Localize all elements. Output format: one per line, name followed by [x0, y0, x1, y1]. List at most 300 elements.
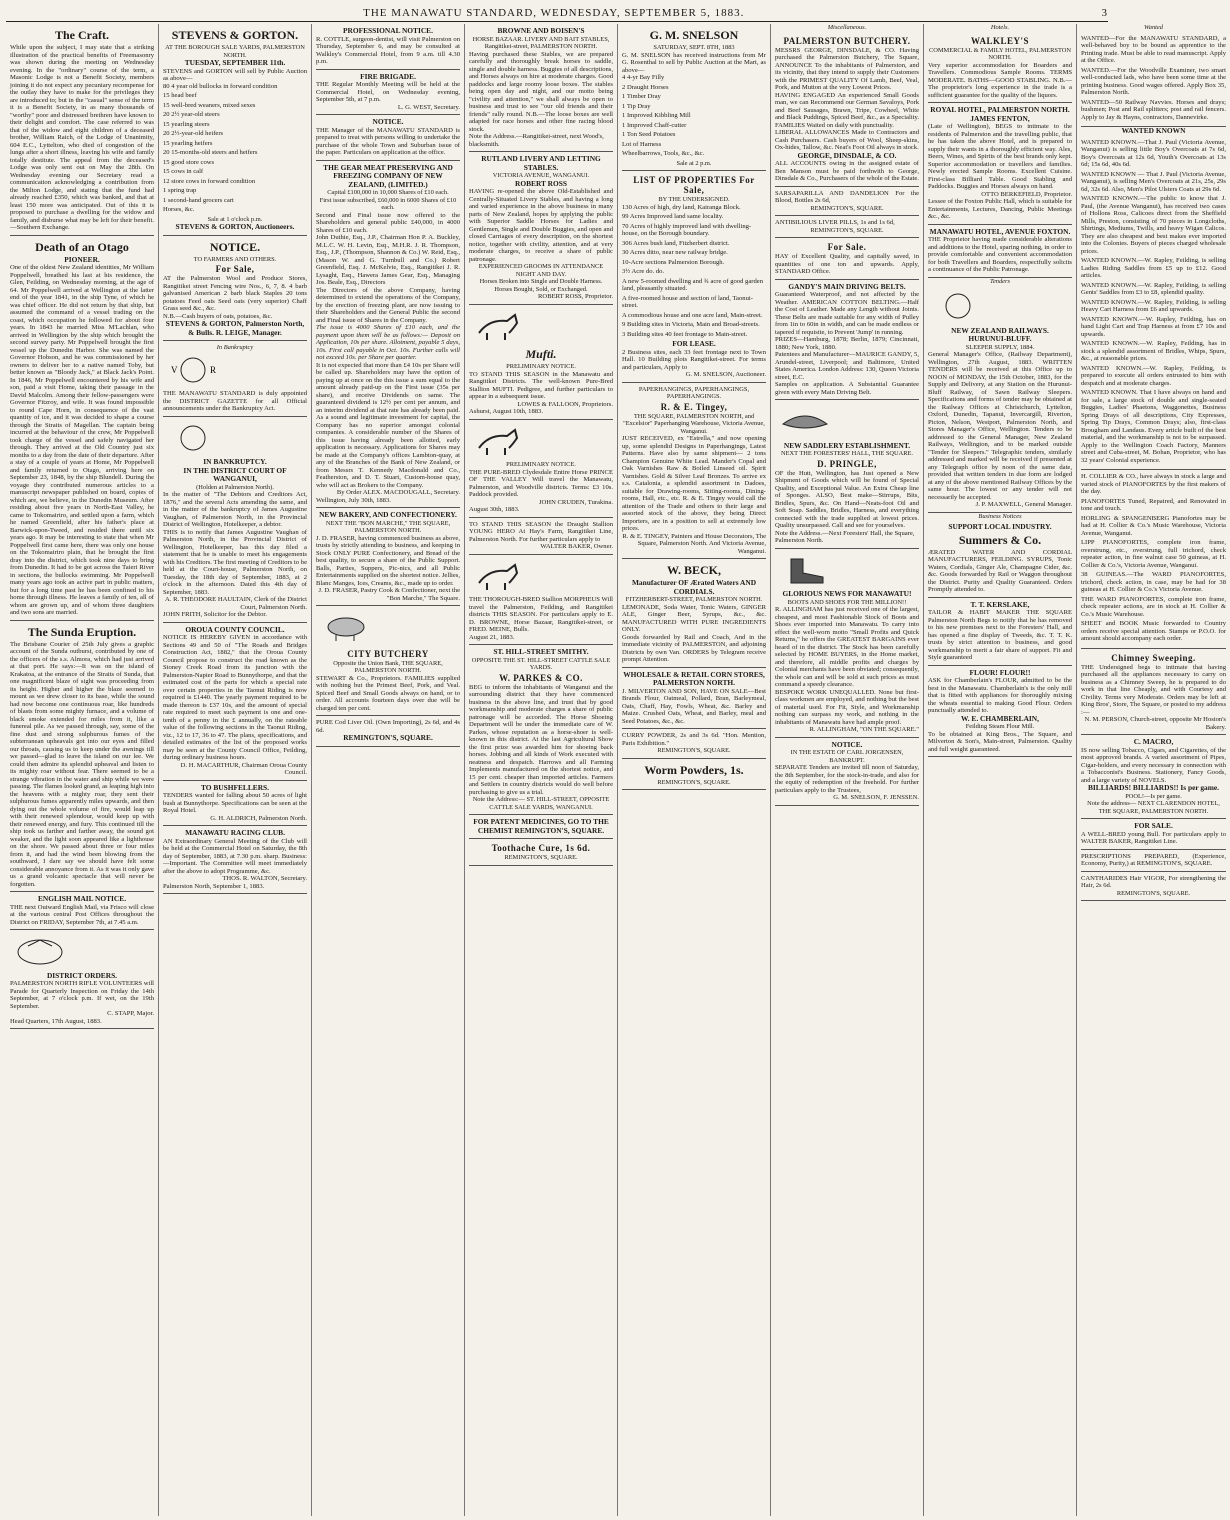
list-item: WANTED KNOWN.—W. Rapley, Feilding, has on hand Light Cart and Trap Harness at from £7 10s and upwards.	[1081, 315, 1226, 338]
list-item: 306 Acres bush land, Fitzherbert district.	[622, 239, 730, 247]
ad-body: TAILOR & HABIT MAKER THE SQUARE Palmerston North Begs to notify that he has removed to his new premises next to the Foresters' Hall, and has opened a fine display of Tweeds, &c. T. T. K. trusts by strict attention to business, and good workmanship to merit a fair share of support. Fit and Style guaranteed	[928, 609, 1072, 661]
ad-jorgensen-estate	[775, 738, 919, 806]
ad-kerslake	[928, 598, 1072, 666]
ad-capital: Capital £100,000 in 10,000 Shares of £10 each.	[327, 189, 449, 196]
ad-body: (Late of Wellington), BEGS to intimate to the residents of Palmerston and the travelling public, that he has taken the above Hotel, and is prepared to supply their wants in a thoroughly efficient way. Ales, Beers, Wines, and Spirits of the best brands only kept. Superior accommodation or travellers and families. Newly erected Sample Rooms. Excellent Cuisine. First-class Billiard Table. Good Stabling and Paddocks. Buggies and Horses always on hand.	[928, 123, 1072, 190]
ad-line: Horses Bought, Sold, or Exchanged.	[494, 285, 588, 293]
ad-signature: THOS. R. WALTON, Secretary.	[222, 875, 307, 882]
ad-title: GANDY'S MAIN DRIVING BELTS.	[788, 281, 906, 291]
ad-beck	[622, 559, 766, 668]
ad-royal-hotel	[928, 103, 1072, 225]
ad-title: Chimney Sweeping.	[1111, 652, 1196, 663]
ad-new-bakery	[316, 508, 460, 606]
list-item: SHEET and BOOK Music forwarded to Country orders receive special attention. Stamps or P.O.O. for amount should accompany each order.	[1081, 620, 1226, 642]
ad-liver-pills	[775, 216, 919, 238]
list-item: WANTED.—For the Woodville Examiner, two smart well-conducted lads, who have been some time at the printing business. Good wages offered. Apply Box 35, Palmerston North.	[1081, 66, 1226, 96]
ad-body: IS now selling Tobacco, Cigars, and Cigarettes, of the most approved brands. A varied assortment of Pipes, Cigar-holders, and every necessary in connection with a Tobacconist's Business. Stationery, Fancy Goods, and a large variety of NOVELS.	[1081, 746, 1226, 784]
ad-body: In the matter of "The Debtors and Creditors Act, 1876," and the several Acts amending the same, and in the matter of the bankruptcy of James Augustine Vaughan, of Palmerston North, in the Provincial District of Wellington, Hotelkeeper, a debtor.	[163, 491, 307, 528]
masthead-title: THE MANAWATU STANDARD, WEDNESDAY, SEPTEMBER 5, 1883.	[363, 6, 745, 19]
ad-body: THE Regular Monthly Meeting will be held at the Commercial Hotel, on Wednesday evening, September 5th, at 7 p.m.	[316, 81, 460, 103]
ad-footer: Wellington, July 30th, 1883.	[316, 496, 391, 504]
ad-body: Guaranteed Waterproof, and not affected by the Weather. AMERICAN COTTON BELTING.—Half the Cost of Leather. Made any Length without Joints. These Belts are made suitable for any width of Pulley from 1in to 60in in width, and can be made endless or tapered if requisite, to Prevent 'Jump' in running.	[775, 291, 919, 336]
ad-date: SATURDAY, SEPT. 8TH, 1883	[653, 44, 735, 51]
ad-address: Feilding Steam Flour Mill.	[965, 723, 1035, 730]
ad-title: NEW SADDLERY ESTABLISHMENT.	[783, 440, 911, 450]
ad-body: 2 Business sites, each 33 feet frontage next to Town Hall. 10 Building plots Rangitikei-street. For terms and particulars, Apply to	[622, 348, 766, 371]
ad-title: WALKLEY'S	[970, 35, 1030, 46]
ad-signature: GEORGE, DINSDALE, & CO.	[797, 150, 897, 160]
ad-curry-powder	[622, 729, 766, 759]
ad-signature: REMINGTON'S, SQUARE.	[810, 226, 884, 234]
ad-title: BROWNE AND BOISEN'S	[497, 26, 585, 35]
ad-signature: W. E. CHAMBERLAIN,	[961, 713, 1039, 723]
ad-subtitle: NEXT THE "BON MARCHE," THE SQUARE, PALMERSTON NORTH.	[325, 519, 451, 534]
list-item: 1 second-hand grocers cart	[163, 196, 234, 204]
list-item: 3 Building sites 40 feet frontage to Main-street.	[622, 330, 748, 338]
ad-young-hero	[469, 518, 613, 555]
section-heading: Wanted	[1144, 24, 1163, 31]
ad-nz-railways	[928, 285, 1072, 513]
ad-sale-time: Sale at 2 p.m.	[676, 159, 712, 167]
ad-patent-medicines	[469, 815, 613, 839]
ad-title: FIRE BRIGADE.	[360, 71, 416, 81]
ad-name: W. PARKES & CO.	[499, 672, 583, 683]
ad-stevens-gorton	[163, 24, 307, 236]
ad-fire-brigade	[316, 70, 460, 116]
article-craft	[10, 24, 154, 236]
ad-signature: ROBERT ROSS, Proprietor.	[538, 293, 613, 300]
ad-racing-club	[163, 826, 307, 894]
ad-cantharides	[1081, 872, 1226, 902]
ad-body: BEG to inform the inhabitants of Wanganui and the surrounding district that they have commenced business in the above line, and trust that by good workmanship and moderate charges a share of public patronage will be accorded. The Horse Shoeing Department will be under the immediate care of W. Parkes, whose reputation as a horse-shoer is well-known in this district. At the last Agricultural Show the first prize was awarded him for shoeing back horses. Jobbing and all kinds of Work executed with neatness and despatch. Harrows and all Farming Implements manufactured on the shortest notice, and 15 per cent. cheaper than imported articles. Farmers and Settlers in country districts would do well before purchasing to give us a trial.	[469, 683, 613, 796]
column-2	[159, 24, 312, 1516]
ad-signature: REMINGTON'S, SQUARE.	[810, 204, 884, 212]
ad-subtitle: PRELIMINARY NOTICE.	[506, 461, 576, 468]
ad-body: Having purchased these Stables, we are prepared carefully and thoroughly break horses to saddle, single and double harness. Buggies of all descriptions, and Horses always on hire at moderate charges. Good paddocks and large roomy loose boxes. The stables being open day and night, and our motto being "civility and attention," we shall always be open to business and trust to see "our old friends and their friends" rally round. N.B.—The loose boxes are well adapted for race horses and other fine racing blood stock.	[469, 50, 613, 133]
ad-title: GLORIOUS NEWS FOR MANAWATU!	[782, 589, 912, 598]
ad-body: ANTIBILIOUS LIVER PILLS, 1s and 1s 6d,	[775, 219, 895, 226]
ad-body: ÆRATED WATER AND CORDIAL MANUFACTURERS, FEILDING. SYRUPS, Tonic Waters, Cordials, Ginger Ale, Champagne Cider, &c. &c. Goods forwarded by Rail or Waggon throughout the District. Purity and Quality Guaranteed. Orders Promptly attended to.	[928, 548, 1072, 593]
ad-body: MESSRS GEORGE, DINSDALE, & CO. Having purchased the Palmerston Butchery, The Square, ANNOUNCE To the inhabitants of Palmerston, and its vicinity, that they intend to supply their Customers with the PRIMEST QUALITY Of Lamb, Beef, Veal, Pork, and Mutton at the very Lowest Prices.	[775, 46, 919, 91]
ad-title: FLOUR! FLOUR!!	[969, 667, 1031, 677]
ad-prince-of-valley	[469, 420, 613, 518]
list-item: 15 cows in calf	[163, 168, 204, 175]
ad-subtitle: OPPOSITE THE ST. HILL-STREET CATTLE SALE YARDS.	[471, 656, 611, 671]
article-title: Death of an Otago	[35, 239, 129, 254]
list-item: 15 head beef	[163, 92, 197, 99]
page-number: 3	[1101, 6, 1108, 19]
list-item: THE WARD PIANOFORTES, complete iron frame, check repeater actions, are in stock at H. Collier & Co.'s Music Warehouse.	[1081, 595, 1226, 618]
ad-signature: D. H. MACARTHUR, Chairman Oroua County Council.	[180, 761, 307, 776]
ad-title: THE GEAR MEAT PRESERVING AND FREEZING COMPANY OF NEW ZEALAND, (LIMITED.)	[323, 162, 453, 189]
ad-footer: Palmerston North, September 1, 1883.	[163, 882, 265, 890]
section-heading: Tenders	[989, 277, 1010, 285]
list-item: 9 Building sites in Victoria, Main and Broad-streets.	[622, 321, 760, 328]
column-8	[1077, 24, 1230, 1516]
ad-boots-shoes	[775, 549, 919, 738]
ad-subtitle: NEXT THE FORESTERS' HALL, THE SQUARE.	[781, 450, 913, 457]
column-3	[312, 24, 465, 1516]
ad-note: Note the Address.—Next Foresters' Hall, the Square, Palmerston North.	[775, 529, 915, 544]
ad-body: OF the Hutt, Wellington, has Just opened a New Shipment of Goods which will be found of Special Quality, and Exceptional Value. An Extra Cheap line of Sponges. ALSO, Best make—Stirrups, Bits, Bridles, Spurs, &c. On Hand—Neats-foot Oil and Soft Soap. Saddles, Bridles, Harness, and everything connected with the trade supplied at lowest prices. Quality unsurpassed. Call and see for yourselves.	[775, 469, 919, 529]
article-body: The Brisbane Courier of 25th July gives a graphic account of the Sunda outburst, contributed by one of the officers of the s.s. Almora, which had just arrived at that port. He says:—It was on the island of Krakatoa, at the entrance of the Straits of Sunda, that one magnificent blaze of sight was proceeding from its height. Higher and higher the blaze seemed to mount as we drew closer to its base, while the sound had now become one continuous roar, like hundreds of blasts from some mighty furnace, and a volume of black smoke extended for miles from it, like a funereal pile. As we passed through, say, some of the fine dust and strong sulphurous fumes of the subterranean upheavals got into our eyes and filled our throats, causing us to keep under the awnings till we passed—glad to leave the island on our lee. We could then admire its splendid upheaval and listen to its mighty roar without fear. There seemed to be a strange vibration in the water and ship while we were passing. The flames looked grand, as leaping high into the heavens with a mighty roar, they sent their sulphurous fumes apparently miles upwards, and then dying out the whole volume of fire, would leap up with their renewed splendour, would keep up with their renewed energy, and fury. This continued till the ship took us farther and farther away, the sound got weaker, and the light soon appeared like a lighthouse on the shore. We passed about three or four miles from it, and had the wind been blowing from the southward, I dare say we should have felt some considerable annoyance from it. As it was it only gave us a grand volcanic spectacle that will never be forgotten.	[10, 640, 154, 888]
ad-cod-liver-oil	[316, 716, 460, 747]
ad-body: PRESCRIPTIONS PREPARED, (Experience, Economy, Purity,) at REMINGTON'S, SQUARE.	[1081, 852, 1226, 867]
list-item: WANTED KNOWN.—W. Rapley, Feilding, is prepared to execute all orders entrusted to him with despatch and at moderate charges.	[1081, 364, 1226, 387]
ad-district-orders	[10, 930, 154, 1029]
list-item: WANTED KNOWN.—That J. Paul (Victoria Avenue, Wanganui) is selling little Boy's Overcoats at 7s 6d, Boy's Overcoats at 12s 6d, Youth's Overcoats at 13s 6d; 15s 6d, 40s 6d.	[1081, 138, 1226, 168]
ad-first-issue: First issue subscribed, £60,000 in 6000 Shares of £10 each.	[319, 196, 457, 211]
ad-footer: Head Quarters, 17th August, 1883.	[10, 1017, 102, 1025]
ad-body: CURRY POWDER, 2s and 3s 6d. "Hon. Mention, Paris Exhibition."	[622, 732, 766, 747]
ad-signature: OTTO BERKEFIELD, Proprietor.	[981, 190, 1072, 198]
ad-signature: REMINGTON'S, SQUARE.	[657, 747, 731, 754]
ad-title: DISTRICT ORDERS.	[46, 970, 118, 980]
ad-title: NOTICE.	[831, 739, 863, 749]
list-item: LIPP PIANOFORTES, complete iron frame, overstrung, etc., overstrung, full trichord, check repeater action, in fine walnut case 50 guineas, at H. Collier & Co.'s, Victoria Avenue, Wanganui.	[1081, 539, 1226, 569]
column-5	[618, 24, 771, 1516]
ad-subtitle: IN THE ESTATE OF CARL JORGENSEN, BANKRUPT.	[790, 749, 904, 764]
ad-chimney-sweeping	[1081, 649, 1226, 736]
list-item: A five-roomed house and section of land, Taonui-street.	[622, 294, 753, 309]
ad-title: W. BECK,	[667, 563, 721, 577]
ad-subtitle: (Holden at Palmerston North).	[196, 483, 274, 491]
ad-prizes: PRIZES—Hamburg, 1878; Berlin, 1879; Cincinnati, 1880; New York, 1880.	[775, 336, 919, 351]
ad-mail-notice	[10, 892, 154, 930]
ad-title: NEW BAKERY, AND CONFECTIONERY.	[319, 510, 457, 519]
ad-subtitle: COMMERCIAL & FAMILY HOTEL, PALMERSTON NORTH.	[928, 46, 1072, 61]
ad-title: Mufti.	[525, 347, 557, 361]
list-item: WANTED—For the MANAWATU STANDARD, a well-behaved boy to be bound as apprentice to the Printing trade. Must be able to read manuscript. Apply at the Office.	[1081, 34, 1226, 64]
list-item: 1 Improved Chaff-cutter	[622, 121, 687, 129]
ad-signature: REMINGTON'S, SQUARE.	[343, 733, 433, 742]
list-item: WANTED KNOWN.—W. Rapley, Feilding, is selling Ladies Riding Saddles from £5 up to £12. Good articles.	[1081, 257, 1226, 279]
ad-body: NOTICE IS HEREBY GIVEN in accordance with Sections 49 and 50 of "The Roads and Bridges Construction Act, 1882," that the Oroua County Council propose to construct the road known as the Stoney Creek Road from its junction with the Palmerston-Napier Road to Bunnythorpe, and that the estimated cost of the parts for which a special rate over certain properties in the Taonui Riding is now required is £1440. The yearly payment required to be made thereon is £37 10s, and the amount of special rate required to meet such payment is one and one-tenth of a penny in the £ annually, on the rateable value of the following sections in the Taonui Riding, viz., 12 to 17, 36 to 47. The plans, specifications, and detailed estimates of the list of the proposed works may be seen at the County Council Office, Feilding, during ordinary business hours.	[163, 634, 307, 761]
ad-title: ROYAL HOTEL, PALMERSTON NORTH.	[930, 105, 1070, 114]
ad-body: General Manager's Office, (Railway Department), Wellington, 27th August, 1883. WRITTEN TENDERS will be received at this Office up to NOON of MONDAY, the 15th October, 1883, for the Supply and Delivery, at any Station on the Hurunui-Bluff Railway, of Sawn Railway Sleepers. Specifications and forms of tender may be obtained at the Railway Offices at Christchurch, Lyttelton, Oxford, Dunedin, Tapanui, Invercargill, Riverton, Picton, Nelson, Westport, Palmerston North, and Stores Manager's Office, Wellington. Tenders to be addressed to the General Manager, New Zealand Railways, Wellington, and to be marked outside "Tender for Sleepers." Telegraphic tenders, similarly addressed and marked will be received if presented at any Telegraph office by noon of the same date, provided that written tenders in due form are lodged at any of the above mentioned Railway Offices by the same hour. The lowest or any tender will not necessarily be accepted.	[928, 351, 1072, 501]
ad-subtitle: Manufacturer OF Ærated Waters AND CORDIALS.	[631, 578, 757, 596]
ad-standard-notice	[316, 115, 460, 161]
ad-professional	[316, 24, 460, 70]
ad-body: The issue is 4000 Shares of £10 each, and the payment upon them will be as follows:— Deposit on Application, 10s per share. Allotment, payable 5 days, 10s. First call payable in Oct. 10s. Further calls will not exceed 10s. per Share per quarter.	[316, 324, 460, 361]
list-item: 15 good store cows	[163, 158, 215, 166]
ad-walkleys-hotel	[928, 32, 1072, 104]
ad-address: FITZHERBERT-STREET, PALMERSTON NORTH.	[625, 596, 763, 603]
ad-city-butchery	[316, 606, 460, 716]
list-item: 20 2½ year-old steers	[163, 111, 220, 118]
ad-properties	[622, 171, 766, 383]
ad-summers	[928, 520, 1072, 598]
ad-footer: August 30th, 1883.	[469, 506, 520, 513]
list-item: 130 Acres of high, dry land, Kairanga Block.	[622, 203, 741, 211]
section-heading: Business Notices	[978, 512, 1022, 520]
ad-signature: JOHN FRITH, Solicitor for the Debtor.	[163, 611, 267, 618]
piano-ad-list	[1081, 470, 1226, 649]
column-7	[924, 24, 1077, 1516]
ad-signature: WALTER BAKER, Owner.	[540, 543, 613, 550]
ad-title: CITY BUTCHERY	[347, 648, 429, 659]
ad-signature: G. H. ALDRICH, Palmerston North.	[210, 814, 307, 822]
ad-body: THE next Outward English Mail, via Frisco will close at the various central Post Offices throughout the District on FRIDAY, September 7th, at 7.45 a.m.	[10, 903, 154, 926]
ad-title: MANAWATU HOTEL, AVENUE FOXTON.	[929, 226, 1071, 236]
horse-icon	[469, 561, 529, 591]
ad-footer: August 21, 1883.	[469, 633, 515, 641]
horse-icon	[469, 426, 529, 456]
ad-body: ASK for Chamberlain's FLOUR, admitted to be the best in the Manawatu. Chamberlain's is the only mill that is fitted with appliances for thoroughly mixing the wheats essential to making Good Flour. Orders punctually attended to.	[928, 677, 1072, 714]
ad-title: OROUA COUNTY COUNCIL.	[185, 624, 285, 634]
ad-body: R. ALLINGHAM has just received one of the largest, cheapest, and most Fashionable Stock of Boots and Shoes ever imported into Manawatu. To carry into effect the well-worn motto "Small Profits and Quick Returns," he offers the GREATEST BARGAINS ever heard of in the district. The Stock has been carefully selected by HOME BUYERS, in the Home market, and therefore, all middle profits and charges by Colonial merchants have been obviated; consequently, the whole can and will be sold at such prices as must command a speedy clearance.	[775, 606, 919, 688]
ad-title: WHOLESALE & RETAIL CORN STORES, PALMERSTON NORTH.	[623, 669, 765, 687]
section-heading: In Bankruptcy	[216, 344, 254, 351]
ad-smithy	[469, 645, 613, 815]
ad-gear-meat	[316, 161, 460, 509]
ad-heading: FOR LEASE.	[672, 339, 716, 348]
ad-signature: C. STAPP, Major.	[107, 1010, 154, 1017]
ad-body: PALMERSTON NORTH RIFLE VOLUNTEERS will Parade for Quarterly Inspection on Friday the 14th September, at 7 o'clock p.m. If wet, on the 19th September.	[10, 980, 154, 1010]
ad-subtitle: IN THE DISTRICT COURT OF WANGANUI,	[183, 465, 287, 483]
ad-title: PALMERSTON BUTCHERY.	[783, 35, 911, 46]
royal-arms-icon	[163, 423, 223, 453]
list-item: 1 Tip Dray	[622, 102, 651, 110]
ad-heading: For Sale,	[215, 264, 255, 274]
ad-rutland-stables	[469, 152, 613, 305]
ad-title: For Sale.	[827, 242, 867, 252]
list-item: 80 4 year old bullocks in forward condition	[163, 82, 278, 90]
ad-signature: R. & E. TINGEY, Painters and House Decorators, The Square, Palmerston North. And Victoria Avenue, Wanganui.	[622, 532, 766, 555]
ad-in-bankruptcy	[163, 417, 307, 623]
ad-signature: LOWES & FALLOON, Proprietors.	[517, 400, 613, 408]
ad-signature: REMINGTON'S, SQUARE.	[657, 778, 731, 786]
ad-subtitle: BOOTS AND SHOES FOR THE MILLION!!	[787, 598, 907, 606]
ad-body: AN Extraordinary General Meeting of the Club will be held at the Commercial Hotel on Saturday, the 8th day of September, 1883, at 7.30 p.m. sharp. Business:—Important. The Committee will meet immediately after the above to adopt Programme, &c.	[163, 837, 307, 875]
column-6	[771, 24, 924, 1516]
ad-header: SUPPORT LOCAL INDUSTRY.	[948, 522, 1052, 531]
list-item: WANTED KNOWN.—W. Rapley, Feilding, is selling Heavy Cart Harness from £6 and upwards.	[1081, 298, 1226, 313]
ad-hay-for-sale	[775, 238, 919, 280]
ad-note: ALL ACCOUNTS owing in the assigned estate of Ben Manson must be paid forthwith to George, Dinsdale & Co., Purchasers of the whole of the Estate.	[775, 160, 919, 182]
ad-title: NEW ZEALAND RAILWAYS.	[951, 325, 1049, 335]
ad-title: Toothache Cure, 1s 6d.	[491, 843, 591, 853]
list-item: 20 15-months-old steers and heifers	[163, 149, 258, 156]
list-item: 30 Acres ditto, near new railway bridge.	[622, 249, 728, 256]
ad-name: ROBERT ROSS	[515, 178, 567, 188]
ad-body: THE Manager of the MANAWATU STANDARD is prepared to treat with persons willing to undertake the purchase of the whole Town and Suburban issue of the paper. Particulars on application at the office.	[316, 126, 460, 156]
list-item: PIANOFORTES Tuned, Repaired, and Renovated in tone and touch.	[1081, 497, 1226, 512]
sheep-icon	[316, 612, 376, 642]
ad-body: HAVING ENGAGED An experienced Small Goods man, we can Recommend our German Savaloys, Pork and Beef Sausages, Brawn, Tripe, Cowheel, White and Black Puddings, Spiced Beef, &c., as a Speciality. FAMILIES Waited on daily with punctuality.	[775, 91, 919, 129]
article-title: The Craft.	[55, 28, 109, 42]
ad-body: HAY of Excellent Quality, and capitally saved, in quantities of one ton and upwards. Apply, STANDARD Office.	[775, 253, 919, 275]
column-1	[6, 24, 159, 1516]
wanted-known-list	[1081, 136, 1226, 471]
ad-title: ENGLISH MAIL NOTICE.	[37, 894, 127, 903]
ad-bankruptcy-gazette	[163, 341, 307, 417]
list-item: WANTED—50 Railway Navvies. Horses and drays; bushmen; Post and Rail splitters; post and rail fencers. Apply to Jay & Hayns, contractors, Dannevirke.	[1081, 98, 1226, 121]
ad-mufti	[469, 305, 613, 420]
list-item: 3½ Acre do. do.	[622, 268, 665, 275]
ad-tingey	[622, 383, 766, 560]
ad-title: FOR SALE.	[1134, 821, 1173, 830]
ad-body: PURE Cod Liver Oil. (Own Importing), 2s 6d, and 4s 6d.	[316, 719, 460, 734]
ad-title: T. T. KERSLAKE,	[970, 599, 1030, 609]
list-item: Lot of Harness	[622, 140, 662, 148]
ad-body: THE MANAWATU STANDARD is duly appointed the DISTRICT GAZETTE for all Official announcements under the Bankruptcy Act.	[163, 390, 307, 412]
ad-title: R. & E. Tingey,	[660, 401, 728, 412]
ad-title: PROFESSIONAL NOTICE.	[343, 26, 433, 35]
ad-body: Second and Final issue now offered to the Shareholders and general public £40,000, in 4000 Shares of £10 each.	[316, 211, 460, 234]
section-heading: Hotels.	[990, 24, 1010, 31]
list-item: HORLING & SPANGENBERG Pianofortes may be had at H. Collier & Co.'s Music Warehouse, Victoria Avenue, Wanganui.	[1081, 514, 1226, 537]
ad-snelson-sale	[622, 24, 766, 171]
ad-item-list	[622, 74, 766, 158]
list-item: 1 Timber Dray	[622, 93, 661, 100]
ad-signature: JOHN CRUDEN, Turakina.	[538, 498, 613, 506]
ad-sarsaparilla	[775, 187, 919, 217]
list-item: 1 Ton Seed Potatoes	[622, 131, 676, 138]
ad-subtitle: PRELIMINARY NOTICE.	[506, 363, 576, 370]
list-item: WANTED KNOWN.—W. Rapley, Feilding, is selling Gents' Saddles from £3 to £8, splendid quality.	[1081, 281, 1226, 296]
list-item: H. COLLIER & CO., have always in stock a large and varied stock of PIANOFORTES by the first makers of the day.	[1081, 473, 1226, 495]
ad-body: THE THOROUGH-BRED Stallion MORPHEUS Will travel the Palmerston, Feilding, and Rangitikei districts THIS SEASON. For particulars apply to E. D. BROWNE, Horse Bazaar, Rangitikei-street, or FRED. MEINE, Bulls.	[469, 596, 613, 633]
ad-body: BESPOKE WORK UNEQUALLED. None but first-class workmen are employed, and nothing but the best of material used. For Fit, Style, and Workmanship nothing can surpass my work, and nothing in the inhabitants of Manawatu have had ample proof.	[775, 688, 919, 726]
list-item: 20 2½-year-old heifers	[163, 130, 224, 137]
ad-title: IN BANKRUPTCY.	[203, 457, 267, 466]
list-item: 99 Acres Improved land same locality.	[622, 213, 724, 220]
ad-line: BILLIARDS! BILLIARDS!! Is per game.	[1087, 783, 1220, 792]
ad-body: The Directors of the above Company, having determined to extend the operations of the Company, by the erection of freezing plant, are now issuing to their Shareholders and the General Public the second and Final issue of Shares in the Company.	[316, 286, 460, 324]
ad-signature: A. R. THEODORE HAULTAIN, Clerk of the District Court, Palmerston North.	[165, 596, 307, 611]
royal-arms-icon	[163, 355, 223, 385]
ad-toothache	[469, 839, 613, 866]
ad-signature: N. M. PERSON, Church-street, opposite Mr Hoston's Bakery.	[1084, 716, 1226, 731]
ad-flour	[928, 666, 1072, 758]
ad-body: TO STAND THIS SEASON the Draught Stallion YOUNG HERO At Hay's Farm, Rangitikei Line, Palmerston North. For further particulars apply to	[469, 520, 613, 543]
ad-body: SEPARATE Tenders are invited till noon of Saturday, the 8th September, for the stock-in-trade, and also for the equity of redemption of the freehold. For further particulars apply to the Trustees,	[775, 764, 919, 794]
masthead	[6, 4, 1108, 22]
list-item: 2 Draught Horses	[622, 83, 669, 91]
ad-body: LEMONADE, Soda Water, Tonic Waters, GINGER ALE, Ginger Beer, Syrups, &c., &c. MANUFACTURED WITH PURE INGREDIENTS ONLY.	[622, 603, 766, 633]
ad-name: JAMES FENTON,	[970, 113, 1030, 123]
ad-morpheus	[469, 555, 613, 646]
ad-signature: STEVENS & GORTON, Palmerston North, & Bulls. R. LEIGE, Manager.	[165, 319, 305, 337]
ad-signature: By Order ALEX. MACDOUGALL, Secretary.	[336, 489, 460, 496]
list-item: A new 5-roomed dwelling and ¾ acre of good garden land, pleasantly situated.	[622, 277, 763, 292]
ad-macro	[1081, 735, 1226, 819]
ad-title: NOTICE.	[209, 239, 261, 254]
ad-body: SARSAPARILLA AND DANDELION For the Blood, Bottles 2s 6d,	[775, 189, 919, 204]
ad-title: LIST OF PROPERTIES For Sale,	[633, 175, 755, 195]
ad-footer: Samples on application. A Substantial Guarantee given with every Main Driving Belt.	[775, 381, 919, 396]
ad-signature: G. M. SNELSON, Auctioneer.	[685, 371, 766, 378]
royal-arms-icon	[928, 291, 988, 321]
ad-address: Note the address— NEXT CLARENDON HOTEL, THE SQUARE, PALMERSTON NORTH.	[1087, 800, 1220, 815]
svg-text:V: V	[171, 364, 178, 375]
ad-line: Horses Broken into Single and Double Harness.	[479, 278, 603, 285]
article-sunda	[10, 621, 154, 893]
section-heading: Miscellaneous.	[827, 24, 867, 31]
ad-oroua-council	[163, 623, 307, 781]
ad-subtitle: THE SQUARE, PALMERSTON NORTH, and "Excelsior" Paperhanging Warehouse, Victoria Avenue, Wanganui.	[623, 412, 765, 435]
ad-subtitle: SLEEPER SUPPLY, 1884.	[965, 343, 1035, 351]
ad-line: POOL!—Is per game.	[1125, 792, 1182, 800]
ad-body: FOR PATENT MEDICINES, GO TO THE CHEMIST REMINGTON'S, SQUARE.	[473, 817, 609, 835]
ad-title: NOTICE.	[372, 117, 404, 126]
ad-footer: To be obtained at King Bros., The Square, and Milverton & Son's, Main-street, Palmerston. Quality and full weight guaranteed.	[928, 730, 1072, 753]
list-item: 15 yearling heifers	[163, 139, 213, 147]
ad-footer: Note the Address:— ST. HILL-STREET, OPPOSITE CATTLE SALE YARDS, WANGANUI.	[472, 796, 610, 811]
ad-body: A WELL-BRED young Bull. For particulars apply to WALTER BAKER, Rangitikei Line.	[1081, 830, 1226, 845]
ad-bull-for-sale	[1081, 819, 1226, 850]
ad-manawatu-hotel	[928, 225, 1072, 278]
ad-signature: R. ALLINGHAM, "ON THE SQUARE."	[809, 726, 919, 733]
ad-body: STEVENS and GORTON will sell by Public Auction as above—	[163, 67, 307, 82]
horse-icon	[469, 311, 529, 341]
ad-palmerston-butchery	[775, 32, 919, 187]
ad-title: STEVENS & GORTON.	[171, 28, 299, 42]
list-item: WANTED KNOWN. That I have always on hand and for sale, a large stock of double and single-seated Buggies, Ladies' Phaetons, Waggonettes, Business Spring Drays of all descriptions, City Expresses, Spring Tip Drays, Common Drays; also, first-class Brougham and Landaus. Every article built of the best material, and the workmanship is not to be surpassed. Apply to the Wellington Coach Factory, Manners street and Cuba-street, M. Bohan, Proprietor, who has 32 years' Colonial experience.	[1081, 389, 1226, 464]
ad-footer: Ashurst, August 10th, 1883.	[469, 408, 544, 415]
list-item: 12 store cows in forward condition	[163, 177, 256, 185]
ad-saddlery	[775, 400, 919, 549]
ad-signature: J. P. MAXWELL, General Manager.	[975, 501, 1072, 508]
ad-title: G. M. SNELSON	[649, 28, 739, 42]
article-otago	[10, 236, 154, 621]
ad-directors: John Duthie, Esq., J.P., Chairman Hon P. A. Buckley, M.L.C. W. H. Levin, Esq., M.H.R. J. R. Thompson, Esq., J.P., (Thompson, Shannon & Co.) W. Reid, Esq., (Mason W. and G. Turnbull and Co.) Robert Greenfield, Esq. J. McKelvie, Esq., Rangitikei J. R. Lysaght, Esq., Hawera James Gear, Esq., Managing Jos. Beale, Esq., Directors	[316, 234, 460, 286]
ad-footer: Lessee of the Foxton Public Hall, which is suitable for Entertainments, Lectures, Dancing, Public Meetings &c., &c.	[928, 198, 1072, 220]
ad-signature: G. M. SNELSON, F. JENSSEN.	[833, 794, 919, 801]
ad-signature: L. G. WEST, Secretary.	[397, 103, 460, 111]
list-item: 10-Acre sections Palmerston Borough.	[622, 258, 725, 266]
list-item: 15 yearling steers	[163, 120, 210, 128]
ad-bushfellers	[163, 781, 307, 827]
ad-item-list	[622, 204, 766, 339]
list-item: 1 Improved Kibbling Mill	[622, 112, 691, 119]
ad-body: TENDERS wanted for falling about 50 acres of light bush at Bunnythorpe. Specifications can be seen at the Royal Hotel.	[163, 792, 307, 814]
article-title: The Sunda Eruption.	[27, 624, 137, 639]
ad-signature: J. D. FRASER, Pastry Cook & Confectioner, next the "Bon Marche," The Square.	[318, 587, 460, 602]
ad-body: STEWART & Co., Proprietors. FAMILIES supplied with nothing but the Primest Beef, Pork, and Veal. Spiced Beef and Small Goods always on hand, or to order. All accounts fourteen days over due will be charged ten per cent.	[316, 674, 460, 712]
list-item: A commodious house and one acre land, Main-street.	[622, 311, 763, 319]
ad-name: D. PRINGLE,	[817, 458, 877, 469]
ad-subtitle: TO FARMERS AND OTHERS.	[193, 255, 277, 263]
ad-item-list	[163, 83, 307, 214]
ad-prescriptions	[1081, 850, 1226, 872]
ad-subtitle: AT THE BOROUGH SALE YARDS, PALMERSTON NORTH.	[165, 44, 305, 59]
ad-signature: REMINGTON'S, SQUARE.	[1116, 889, 1191, 897]
royal-crest-icon	[10, 936, 70, 966]
ad-body: THE PURE-BRED Clydesdale Entire Horse PRINCE OF THE VALLEY Will travel the Manawatu, Palmerston, and Woodville districts. Terms: £3 10s. Paddock provided.	[469, 468, 613, 498]
ad-sale-time: Sale at 1 o'clock p.m.	[207, 215, 263, 223]
ad-subtitle: HURUNUI-BLUFF.	[968, 334, 1032, 343]
list-item: 15 well-bred weaners, mixed sexes	[163, 101, 256, 109]
saddle-icon	[775, 406, 835, 436]
ad-body: JUST RECEIVED, ex "Estrella," and now opening up, some splendid Designs in Paperhangings, Latest Patterns. Have also by same shipment— 2 tons Champion Genuine White Lead. Mander's Copal and Oak Varnishes Raw & Boiled Linseed oil. Spirit Varnishes. Gold & Silver Leaf Bronzes. To arrive ex s.s. Catalonia, a splendid assortment in Dadoes, suitable for Drawing-rooms, Sitting-rooms, Dining-rooms, Hall, etc., etc. R. & E. Tingey would call the attention of the Trade and others to their large and assorted stock of the above, they being Direct Importers, are in a position to sell at extremely low prices.	[622, 435, 766, 532]
list-item: 4 4-yr Bay Filly	[622, 74, 665, 81]
list-item: Horses, &c.	[163, 206, 195, 213]
ad-subtitle: VICTORIA AVENUE, WANGANUI.	[492, 172, 590, 179]
ad-note: Note the Address.—Rangitikei-street, next Wood's, blacksmith.	[469, 133, 604, 148]
ad-notice-farmers	[163, 236, 307, 342]
ad-body: R. COTTLE, surgeon-dentist, will visit Palmerston on Thursday, September 6, and may be consulted at Walkley's Commercial Hotel, from 9 a.m. till 4.30 p.m.	[316, 35, 460, 65]
section-heading: WANTED KNOWN	[1121, 126, 1186, 135]
ad-body: It is not expected that more than £4 10s per Share will be called up. Shareholders may have the option of paying up at once on the this issue a sum equal to the amount already paid-up on the First issue (35s per share), and receive Dividends on same. The guaranteed dividend is 12½ per cent per annum, and an interim dividend at that rate has already been paid. As a sound and legitimate investment for capital, the Company has no superior amongst colonial companies. A considerable number of the Shares of this issue having already been allotted, early application is necessary. Applications for Shares may be made at the Company's offices Lambton-quay, at any of the Branches of the Bank of New Zealand, or from Messrs T. Kennedy Macdonald and Co., Featherston, and D. T. Stuart, Custom-house quay, who will act as Brokers to the Company.	[316, 361, 460, 489]
ad-body: CANTHARIDES Hair VIGOR, For strengthening the Hair, 2s 6d.	[1081, 874, 1226, 889]
ad-body: Goods forwarded by Rail and Coach, And in the immediate vicinity of PALMERSTON, and adjoining Districts by own Van. ORDERS by Telegram receive prompt Attention.	[622, 633, 766, 663]
list-item: WANTED KNOWN.—W. Rapley, Feilding, has in stock a splendid assortment of Bridles, Whips, Spurs, &c., at reasonable prices.	[1081, 340, 1226, 362]
ad-signature: STEVENS & GORTON, Auctioneers.	[175, 222, 295, 231]
ad-body: LIBERAL ALLOWANCES Made to Contractors and Cash Purchasers. Cash buyers of Wool, Sheep-skins, Ox-hides, Tallow, &c. Neat's Foot Oil always in stock.	[775, 129, 919, 151]
ad-body: Very superior accommodation for Boarders and Travellers. Commodious Sample Rooms. TERMS MODERATE. BATHS—GOOD STABLING. N.B.—The proprietor's long experience in the trade is a sufficient guarantee for the quality of the liquors.	[928, 61, 1072, 99]
